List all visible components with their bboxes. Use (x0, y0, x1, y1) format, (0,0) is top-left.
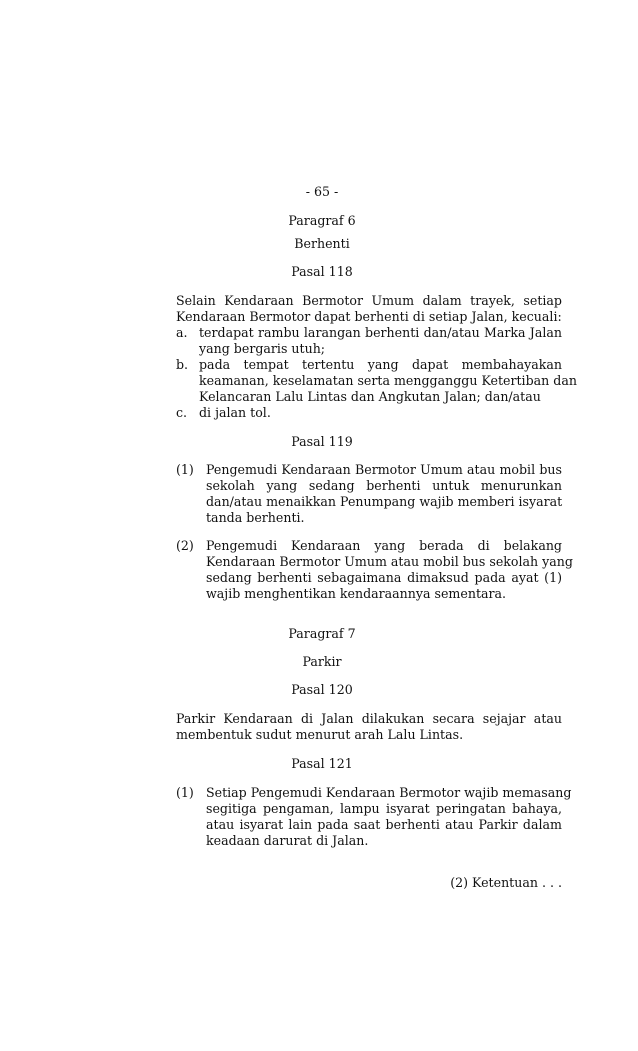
pasal-120-line: Parkir Kendaraan di Jalan dilakukan secara sejajar atau (176, 711, 562, 726)
pasal-121-ayat-1-line: Setiap Pengemudi Kendaraan Bermotor wajib memasang (206, 785, 572, 800)
paragraf-7-heading: Paragraf 7 (288, 626, 356, 641)
pasal-119-ayat-1-line: Pengemudi Kendaraan Bermotor Umum atau mobil bus (206, 462, 562, 477)
list-marker: b. (176, 357, 189, 372)
pasal-118-item-a-line: yang bergaris utuh; (199, 341, 326, 356)
paragraf-6-title: Berhenti (294, 236, 350, 251)
pasal-119-ayat-1-line: sekolah yang sedang berhenti untuk menurunkan (206, 478, 562, 493)
list-marker: a. (176, 325, 188, 340)
pasal-118-item-b-line: keamanan, keselamatan serta mengganggu Ketertiban dan (199, 373, 577, 388)
page-number: - 65 - (305, 184, 339, 199)
pasal-118-intro-line: Selain Kendaraan Bermotor Umum dalam trayek, setiap (176, 293, 562, 308)
pasal-118-item-a-line: terdapat rambu larangan berhenti dan/atau Marka Jalan (199, 325, 562, 340)
list-marker: (1) (176, 462, 194, 477)
pasal-118-item-c-line: di jalan tol. (199, 405, 271, 420)
page-continuation: (2) Ketentuan . . . (450, 875, 562, 890)
pasal-121-ayat-1-line: segitiga pengaman, lampu isyarat peringatan bahaya, (206, 801, 562, 816)
pasal-120-line: membentuk sudut menurut arah Lalu Lintas. (176, 727, 464, 742)
pasal-119-ayat-2-line: wajib menghentikan kendaraannya sementara. (206, 586, 507, 601)
pasal-121-ayat-1-line: atau isyarat lain pada saat berhenti atau Parkir dalam (206, 817, 562, 832)
pasal-119-ayat-1-line: dan/atau menaikkan Penumpang wajib memberi isyarat (206, 494, 563, 509)
paragraf-6-heading: Paragraf 6 (288, 213, 356, 228)
pasal-119-heading: Pasal 119 (291, 434, 353, 449)
pasal-121-ayat-1-line: keadaan darurat di Jalan. (206, 833, 369, 848)
list-marker: (1) (176, 785, 194, 800)
list-marker: (2) (176, 538, 194, 553)
pasal-118-heading: Pasal 118 (291, 264, 353, 279)
pasal-118-item-b-line: Kelancaran Lalu Lintas dan Angkutan Jalan; dan/atau (199, 389, 541, 404)
pasal-121-heading: Pasal 121 (291, 756, 353, 771)
list-marker: c. (176, 405, 188, 420)
pasal-119-ayat-2-line: Kendaraan Bermotor Umum atau mobil bus sekolah yang (206, 554, 573, 569)
pasal-120-heading: Pasal 120 (291, 682, 353, 697)
pasal-119-ayat-1-line: tanda berhenti. (206, 510, 305, 525)
pasal-118-item-b-line: pada tempat tertentu yang dapat membahayakan (199, 357, 562, 372)
paragraf-7-title: Parkir (302, 654, 342, 669)
pasal-119-ayat-2-line: sedang berhenti sebagaimana dimaksud pada ayat (1) (206, 570, 562, 585)
pasal-118-intro-line: Kendaraan Bermotor dapat berhenti di setiap Jalan, kecuali: (176, 309, 562, 324)
pasal-119-ayat-2-line: Pengemudi Kendaraan yang berada di belakang (206, 538, 562, 553)
